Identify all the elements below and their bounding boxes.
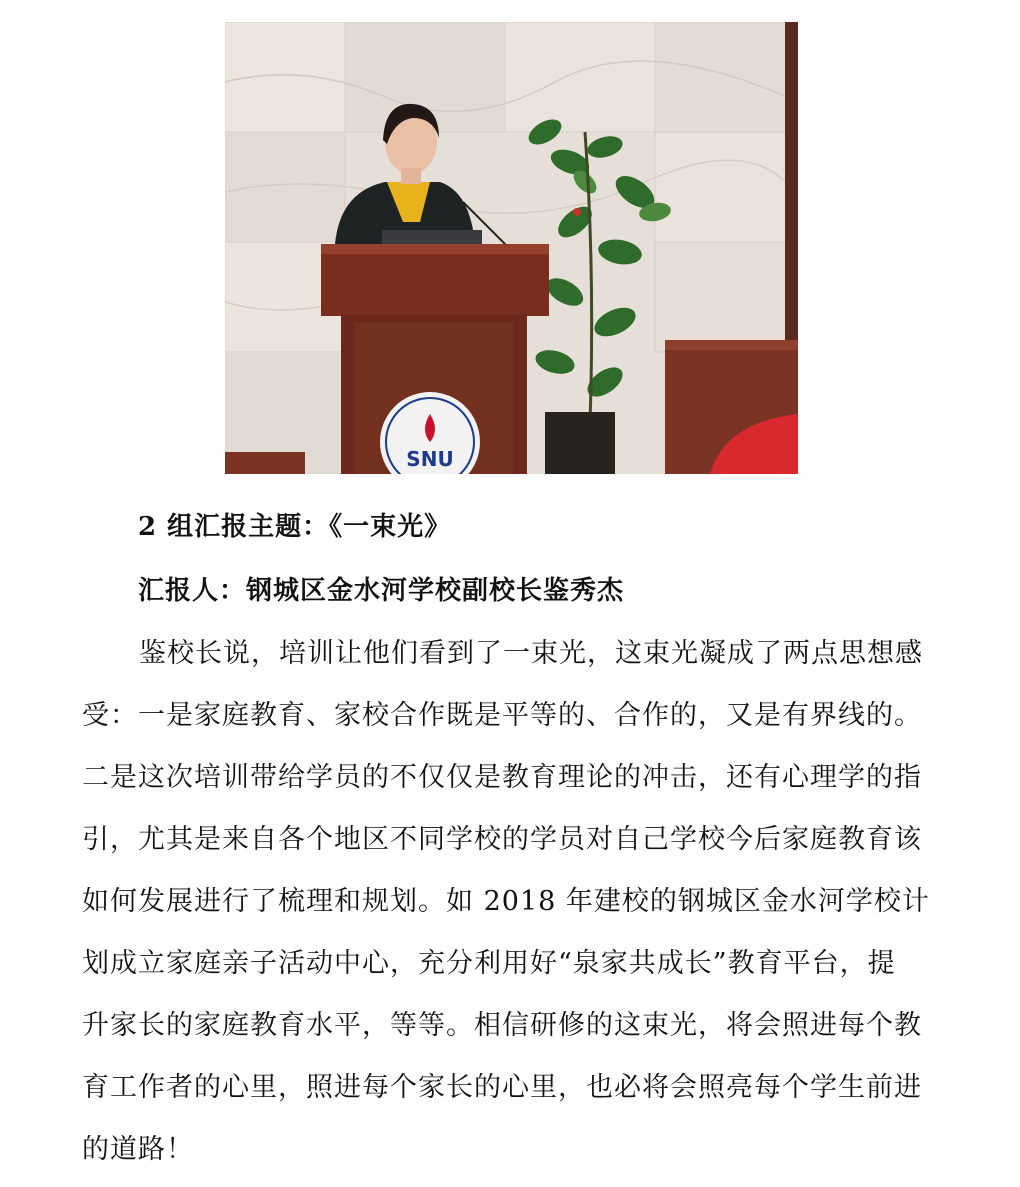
report-title: 2 组汇报主题：《一束光》	[138, 512, 452, 542]
svg-text:SNU: SNU	[406, 447, 454, 471]
paragraph-line: 二是这次培训带给学员的不仅仅是教育理论的冲击，还有心理学的指	[82, 762, 922, 793]
paragraph-line: 的道路！	[82, 1134, 194, 1165]
paragraph-line: 受：一是家庭教育、家校合作既是平等的、合作的，又是有界线的。	[82, 700, 922, 731]
paragraph-line: 育工作者的心里，照进每个家长的心里，也必将会照亮每个学生前进	[82, 1072, 922, 1103]
body-paragraph	[82, 623, 942, 1181]
paragraph-line: 鉴校长说，培训让他们看到了一束光，这束光凝成了两点思想感	[139, 638, 923, 669]
speaker-at-podium-illustration	[225, 22, 798, 474]
paragraph-line: 划成立家庭亲子活动中心，充分利用好“泉家共成长”教育平台，提	[82, 948, 896, 979]
reporter-line: 汇报人：钢城区金水河学校副校长鉴秀杰	[138, 576, 625, 606]
speaker-photo	[225, 22, 798, 474]
paragraph-line: 升家长的家庭教育水平，等等。相信研修的这束光，将会照进每个教	[82, 1010, 922, 1041]
paragraph-line: 如何发展进行了梳理和规划。如 2018 年建校的钢城区金水河学校计	[82, 886, 930, 917]
paragraph-line: 引，尤其是来自各个地区不同学校的学员对自己学校今后家庭教育该	[82, 824, 922, 855]
